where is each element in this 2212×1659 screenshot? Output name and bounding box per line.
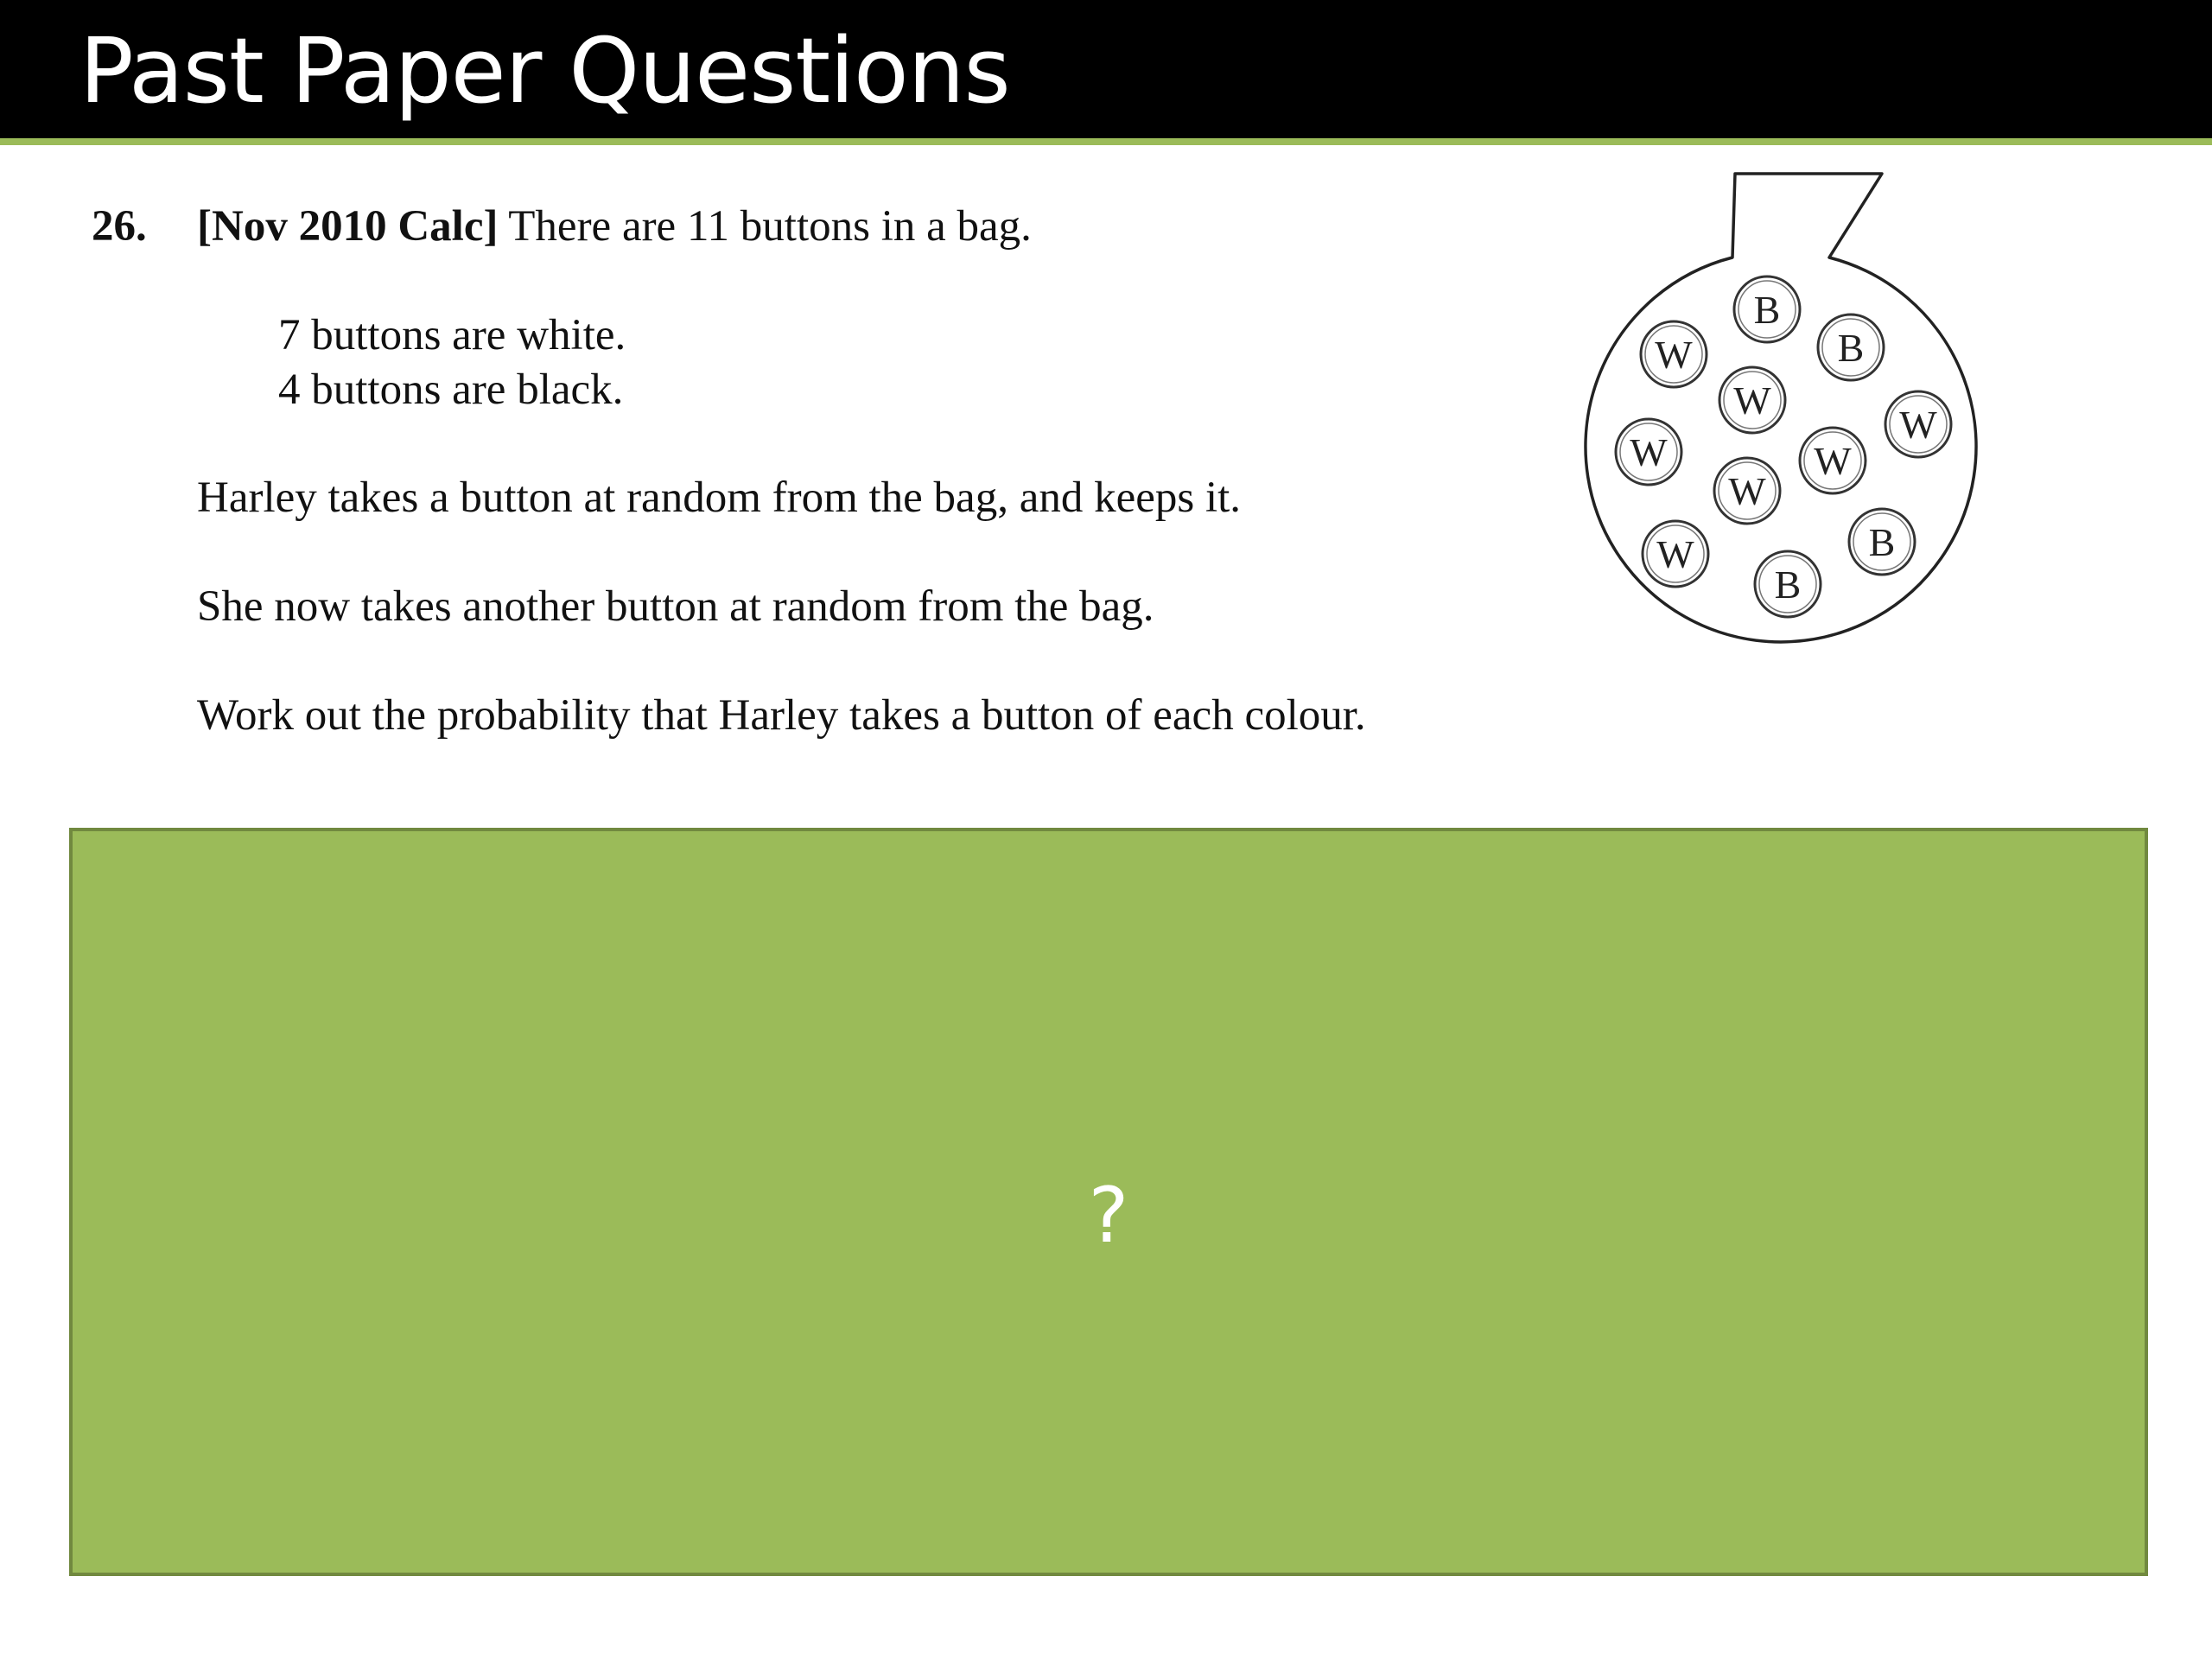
bag-diagram — [1547, 164, 1996, 657]
bag-button-label: W — [1728, 469, 1766, 513]
bag-button-label: B — [1753, 288, 1781, 332]
question-line-1: Harley takes a button at random from the bag, and keeps it. — [197, 474, 1242, 522]
question-intro: There are 11 buttons in a bag. — [508, 202, 1032, 251]
bag-button-label: B — [1774, 563, 1802, 607]
answer-placeholder: ? — [1088, 1170, 1129, 1260]
bag-button-black — [1818, 315, 1884, 380]
bag-button-white — [1616, 419, 1681, 485]
question-number: 26. — [92, 202, 147, 251]
bag-button-white — [1714, 458, 1780, 524]
answer-box[interactable] — [69, 828, 2148, 1576]
bag-button-white — [1800, 428, 1866, 493]
bag-button-white — [1885, 391, 1951, 457]
bag-button-label: W — [1630, 430, 1668, 474]
bag-button-white — [1643, 521, 1708, 587]
bag-button-white — [1719, 367, 1785, 433]
bag-button-black — [1755, 551, 1821, 617]
question-heading — [197, 200, 1032, 252]
bag-button-black — [1734, 276, 1800, 342]
bag-button-label: W — [1733, 378, 1771, 423]
page-title: Past Paper Questions — [79, 18, 1010, 124]
fact-white: 7 buttons are white. — [278, 311, 626, 359]
question-line-2: She now takes another button at random from the bag. — [197, 582, 1154, 631]
bag-button-label: W — [1814, 439, 1852, 483]
question-line-3: Work out the probability that Harley takes a button of each colour. — [197, 691, 1366, 740]
question-source: [Nov 2010 Calc] — [197, 202, 499, 251]
bag-button-label: W — [1899, 403, 1937, 447]
buttons-layer — [1616, 276, 1951, 617]
bag-button-label: B — [1837, 326, 1865, 370]
bag-button-label: B — [1868, 520, 1896, 564]
bag-button-black — [1849, 509, 1915, 575]
bag-button-label: W — [1655, 333, 1693, 377]
bag-button-white — [1641, 321, 1707, 387]
bag-button-label: W — [1656, 532, 1694, 576]
fact-black: 4 buttons are black. — [278, 365, 624, 414]
header-accent-line — [0, 138, 2212, 145]
